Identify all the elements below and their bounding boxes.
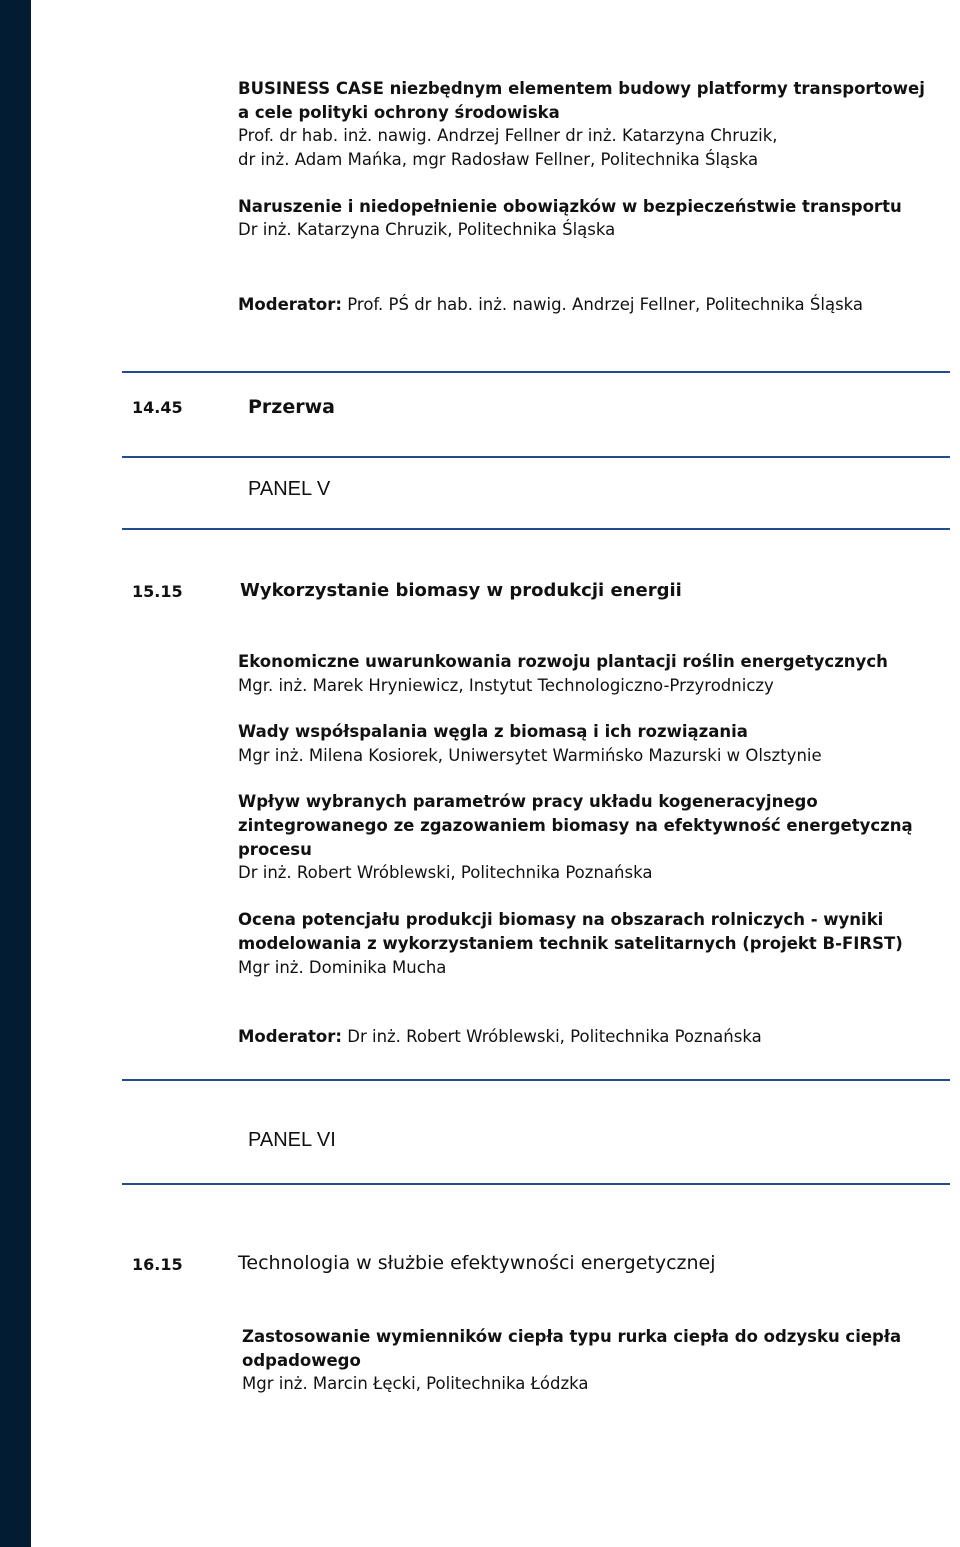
session-time: 16.15 [132,1255,183,1274]
section-rule [122,528,950,530]
panel-heading: PANEL VI [248,1129,336,1151]
section-rule [122,1079,950,1081]
talk-authors: Mgr inż. Milena Kosiorek, Uniwersytet Warmińsko Mazurski w Olsztynie [238,746,822,765]
section-rule [122,1183,950,1185]
moderator-label: Moderator: [238,1027,342,1046]
session-title: Wykorzystanie biomasy w produkcji energii [240,580,682,601]
talk-title: BUSINESS CASE niezbędnym elementem budowy platformy transportowej [238,79,925,98]
talk-title: zintegrowanego ze zgazowaniem biomasy na efektywność energetyczną [238,816,913,835]
break-label: Przerwa [248,396,335,418]
session-time: 15.15 [132,582,183,601]
moderator-label: Moderator: [238,295,342,314]
session-title: Technologia w służbie efektywności energetycznej [238,1252,716,1274]
talk-authors: Dr inż. Robert Wróblewski, Politechnika Poznańska [238,863,653,882]
page-edge-bar [0,0,31,1547]
talk-title: Ekonomiczne uwarunkowania rozwoju plantacji roślin energetycznych [238,652,888,671]
talk-authors: Mgr inż. Dominika Mucha [238,958,447,977]
break-time: 14.45 [132,398,183,417]
talk-title: Wady współspalania węgla z biomasą i ich rozwiązania [238,722,748,741]
talk-authors: Mgr inż. Marcin Łęcki, Politechnika Łódzka [242,1374,589,1393]
moderator-name: Dr inż. Robert Wróblewski, Politechnika Poznańska [347,1027,762,1046]
moderator-line [238,1025,762,1049]
moderator-name: Prof. PŚ dr hab. inż. nawig. Andrzej Fellner, Politechnika Śląska [347,295,864,314]
talk-authors: Dr inż. Katarzyna Chruzik, Politechnika Śląska [238,220,616,239]
talk-title: a cele polityki ochrony środowiska [238,103,560,122]
talk-title: modelowania z wykorzystaniem technik satelitarnych (projekt B-FIRST) [238,934,903,953]
talk-title: Ocena potencjału produkcji biomasy na obszarach rolniczych - wyniki [238,910,884,929]
talk-authors: dr inż. Adam Mańka, mgr Radosław Fellner, Politechnika Śląska [238,150,759,169]
talk-title: Zastosowanie wymienników ciepła typu rurka ciepła do odzysku ciepła [242,1327,902,1346]
talk-title: Wpływ wybranych parametrów pracy układu kogeneracyjnego [238,792,818,811]
section-rule [122,371,950,373]
talk-authors: Mgr. inż. Marek Hryniewicz, Instytut Technologiczno-Przyrodniczy [238,676,774,695]
section-rule [122,456,950,458]
talk-authors: Prof. dr hab. inż. nawig. Andrzej Fellner dr inż. Katarzyna Chruzik, [238,126,778,145]
talk-title: procesu [238,840,312,859]
panel-heading: PANEL V [248,478,331,500]
talk-title: Naruszenie i niedopełnienie obowiązków w bezpieczeństwie transportu [238,197,902,216]
moderator-line [238,293,863,317]
talk-title: odpadowego [242,1351,361,1370]
